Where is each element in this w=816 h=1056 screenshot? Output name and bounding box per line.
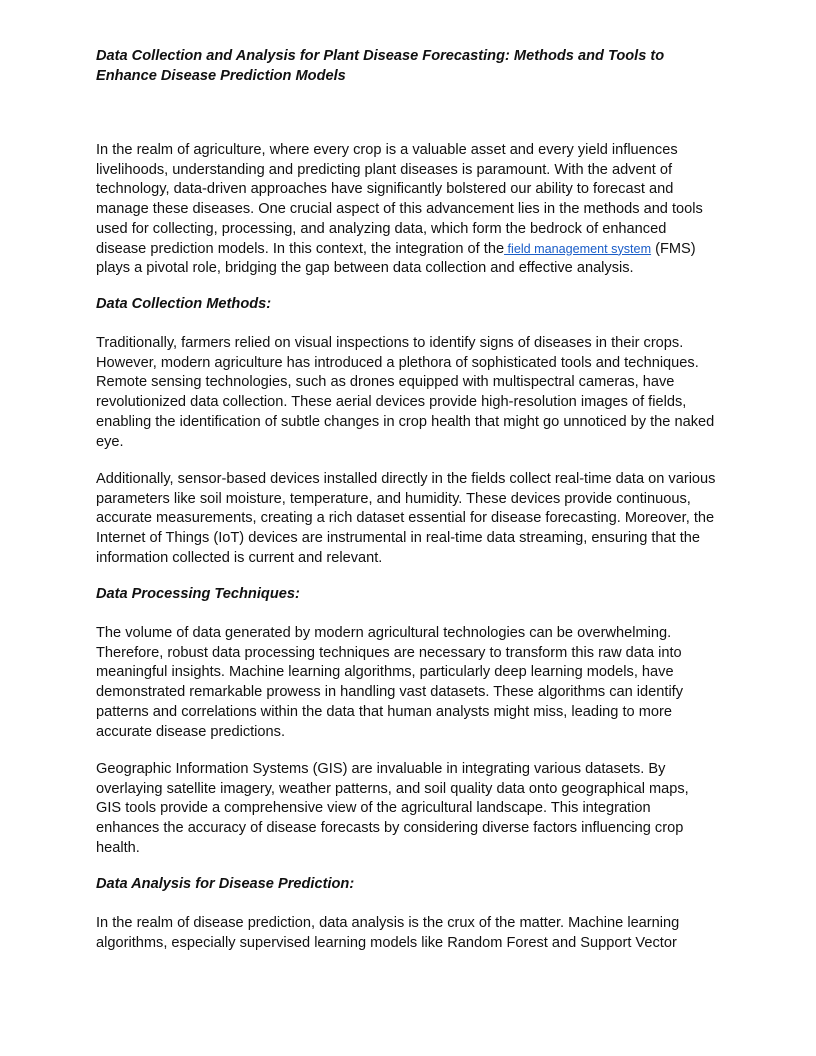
paragraph (96, 624, 736, 742)
text-line: Additionally, sensor-based devices installed directly in the fields collect real-time data on various (96, 471, 716, 487)
text-line: health. (96, 839, 140, 856)
text-line: accurate measurements, creating a rich dataset essential for disease forecasting. Moreover, the (96, 510, 715, 527)
text-line: enabling the identification of subtle changes in crop health that might go unnoticed by the naked (96, 413, 715, 430)
text-line: technology, data-driven approaches have significantly bolstered our ability to forecast and (96, 181, 674, 198)
text-line: manage these diseases. One crucial aspect of this advancement lies in the methods and tools (96, 201, 703, 218)
text-line: information collected is current and relevant. (96, 549, 383, 566)
title-line: Enhance Disease Prediction Models (96, 67, 346, 84)
document-title (96, 47, 736, 86)
heading-data-processing: Data Processing Techniques: (96, 586, 300, 602)
text-line: Therefore, robust data processing techniques are necessary to transform this raw data into (96, 644, 682, 661)
heading-data-collection: Data Collection Methods: (96, 296, 272, 312)
text-line: However, modern agriculture has introduced a plethora of sophisticated tools and techniques. (96, 354, 699, 371)
paragraph (96, 470, 736, 569)
paragraph (96, 760, 736, 859)
text-line: parameters like soil moisture, temperature, and humidity. These devices provide continuous, (96, 490, 691, 507)
text-line: The volume of data generated by modern agricultural technologies can be overwhelming. (96, 625, 672, 641)
text-line: demonstrated remarkable prowess in handling vast datasets. These algorithms can identify (96, 684, 684, 701)
text-line: livelihoods, understanding and predicting plant diseases is paramount. With the advent of (96, 161, 672, 178)
paragraph-intro (96, 141, 736, 279)
text: (FMS) (651, 240, 696, 257)
text-line: used for collecting, processing, and analyzing data, which form the bedrock of enhanced (96, 220, 667, 237)
text-line: Traditionally, farmers relied on visual inspections to identify signs of diseases in their crops. (96, 335, 684, 351)
text-line: GIS tools provide a comprehensive view of the agricultural landscape. This integration (96, 800, 651, 817)
text-line: plays a pivotal role, bridging the gap between data collection and effective analysis. (96, 260, 634, 277)
text-line: overlaying satellite imagery, weather patterns, and soil quality data onto geographical maps, (96, 780, 689, 797)
text-line: Remote sensing technologies, such as drones equipped with multispectral cameras, have (96, 374, 675, 391)
text-line: accurate disease predictions. (96, 723, 286, 740)
text-line (96, 240, 736, 260)
text-line: meaningful insights. Machine learning algorithms, particularly deep learning models, have (96, 664, 674, 681)
title-line: Data Collection and Analysis for Plant Disease Forecasting: Methods and Tools to (96, 48, 665, 64)
text-line: patterns and correlations within the data that human analysts might miss, leading to more (96, 703, 672, 720)
text-line: Geographic Information Systems (GIS) are invaluable in integrating various datasets. By (96, 761, 666, 777)
text-line: enhances the accuracy of disease forecasts by considering diverse factors influencing crop (96, 820, 684, 837)
paragraph (96, 334, 736, 452)
paragraph (96, 914, 736, 953)
text-line: revolutionized data collection. These aerial devices provide high-resolution images of fields, (96, 394, 687, 411)
text-line: eye. (96, 433, 124, 450)
text-line: In the realm of agriculture, where every crop is a valuable asset and every yield influences (96, 142, 678, 158)
text: disease prediction models. In this context, the integration of the (96, 240, 505, 257)
text-line: In the realm of disease prediction, data analysis is the crux of the matter. Machine learning (96, 915, 680, 931)
text-line: Internet of Things (IoT) devices are instrumental in real-time data streaming, ensuring that the (96, 530, 701, 547)
heading-data-analysis: Data Analysis for Disease Prediction: (96, 876, 355, 892)
text-line: algorithms, especially supervised learning models like Random Forest and Support Vector (96, 934, 677, 951)
field-management-system-link[interactable]: field management system (504, 241, 652, 256)
